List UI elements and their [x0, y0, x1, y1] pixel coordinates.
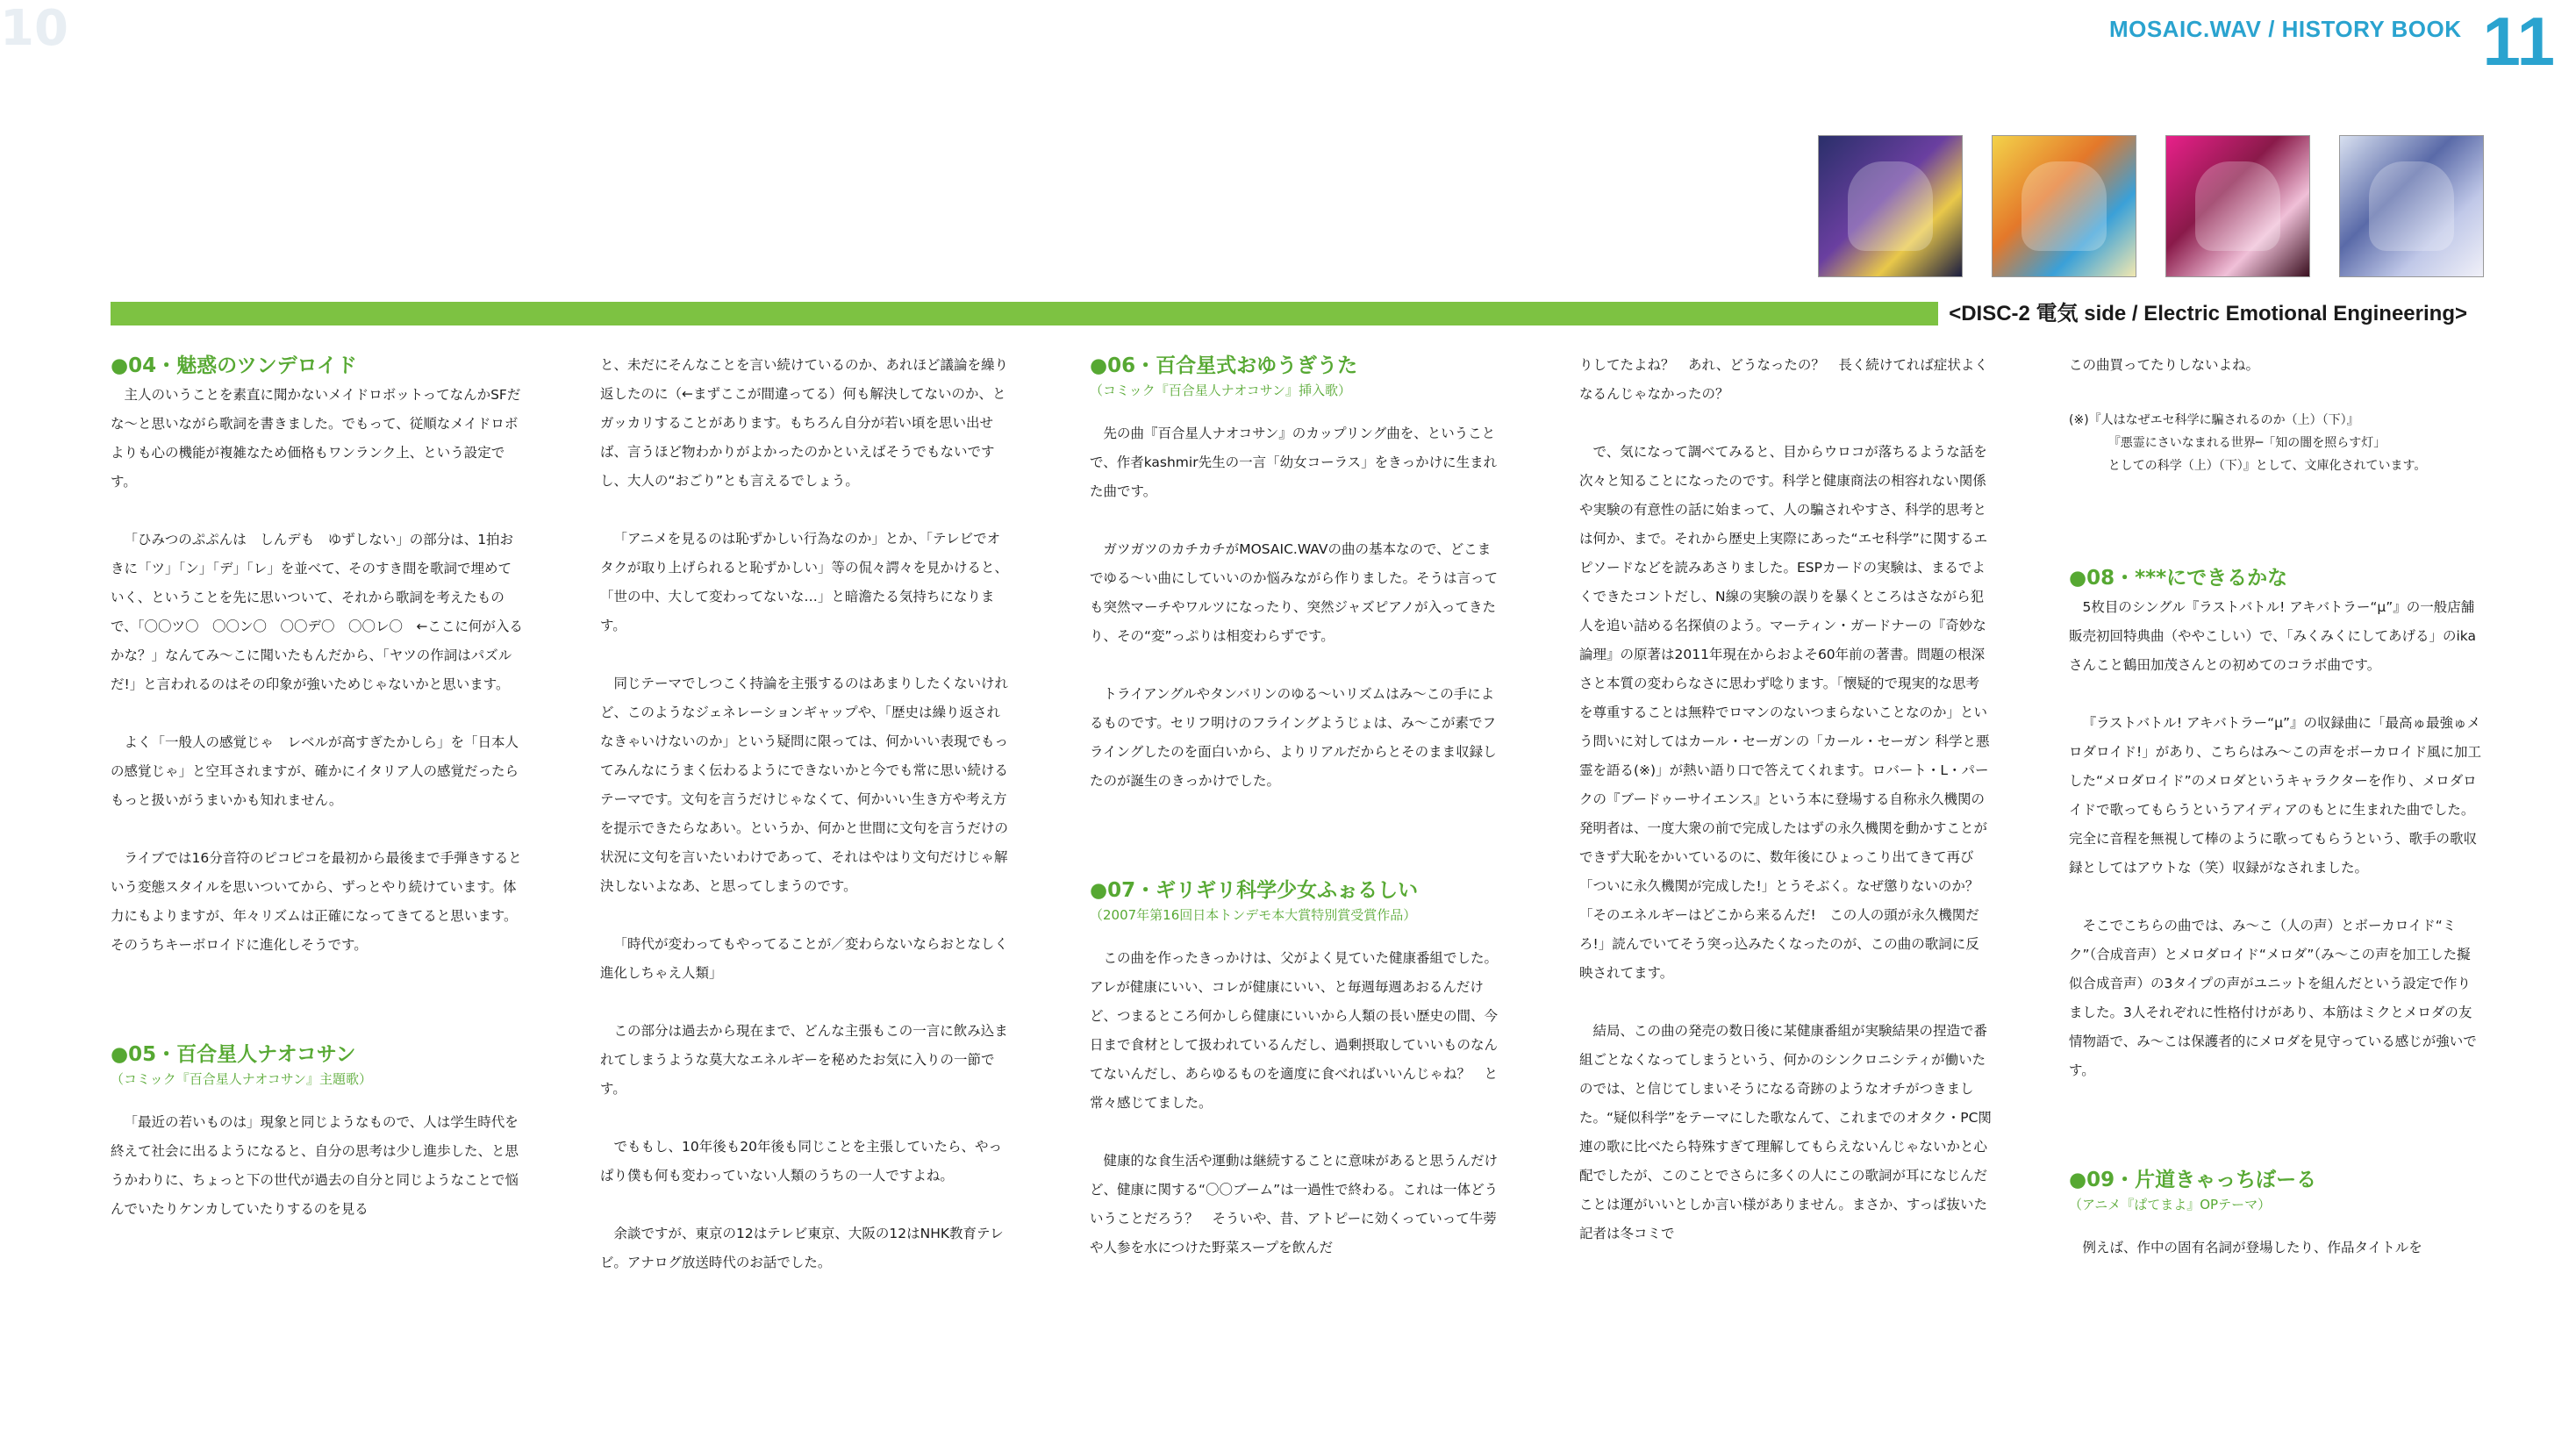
footnote	[2069, 409, 2481, 477]
body-paragraph: 「ひみつのぷぷんは しんデも ゆずしない」の部分は、1拍おきに「ツ」「ン」「デ」「レ」を並べて、そのすき間を歌詞で埋めていく、ということを先に思いついて、それから歌詞を考えたもので、「〇〇ツ〇 〇〇ン〇 〇〇デ〇 〇〇レ〇 ←ここに何が入るかな？」なんてみ〜こに聞いたもんだから、「ヤツの作詞はパズルだ!」と言われるのはその印象が強いためじゃないかと思います。	[111, 532, 523, 692]
section-title: ●08・***にできるかな	[2069, 567, 2288, 590]
section-spacer	[111, 989, 523, 1040]
body-paragraph: 『ラストバトル! アキバトラー“μ”』の収録曲に「最高ゅ最強ゅメロダロイド!」があり、こちらはみ〜この声をボーカロイド風に加工した“メロダロイド”のメロダというキャラクターを作り、メロダロイドで歌ってもらうというアイディアのもとに生まれた曲でした。完全に音程を無視して棒のように歌ってもらうという、歌手の歌収録としてはアウトな（笑）収録がなされました。	[2069, 715, 2481, 876]
section-subtitle: （2007年第16回日本トンデモ本大賞特別賞受賞作品）	[1090, 907, 1417, 923]
book-title: MOSAIC.WAV / HISTORY BOOK	[2108, 16, 2462, 42]
section-spacer	[1090, 825, 1502, 876]
body-paragraph: 同じテーマでしつこく持論を主張するのはあまりしたくないけれど、このようなジェネレーションギャップや、「歴史は繰り返されなきゃいけないのか」という疑問に限っては、何かいい表現でもってみんなにうまく伝わるようにできないかと今でも常に思い続けるテーマです。文句を言うだけじゃなくて、何かいい生き方や考え方を提示できたらなあい。というか、何かと世間に文句を言うだけの状況に文句を言いたいわけであって、それはやはり文句だけじゃ解決しないよなあ、と思ってしまうのです。	[600, 676, 1009, 894]
section-subtitle: （コミック『百合星人ナオコサン』主題歌）	[111, 1071, 373, 1087]
footnote-line: (※)『人はなぜエセ科学に騙されるのか（上）（下）』	[2069, 413, 2359, 427]
body-paragraph: この曲を作ったきっかけは、父がよく見ていた健康番組でした。アレが健康にいい、コレが健康にいい、と毎週毎週あおるんだけど、つまるところ何かしら健康にいいから人類の長い歴史の間、今日まで食材として扱われているんだし、過剰摂取していいものなんてないんだし、あらゆるものを適度に食べればいいんじゃね？ と常々感じてました。	[1090, 950, 1499, 1111]
text-column-5	[2069, 351, 2481, 1291]
album-covers	[1818, 135, 2484, 277]
text-column-2	[600, 351, 1013, 1306]
album-cover-3	[2165, 135, 2310, 277]
section-subtitle: （アニメ『ぱてまよ』OPテーマ）	[2069, 1197, 2272, 1212]
body-paragraph: でももし、10年後も20年後も同じことを主張していたら、やっぱり僕も何も変わっていない人類のうちの一人ですよね。	[600, 1139, 1002, 1184]
body-paragraph: 結局、この曲の発売の数日後に某健康番組が実験結果の捏造で番組ごとなくなってしまうという、何かのシンクロニシティが働いたのでは、と信じてしまいそうになる奇跡のようなオチがつきました。“疑似科学”をテーマにした歌なんて、これまでのオタク・PC関連の歌に比べたら特殊すぎて理解してもらえないんじゃないかと心配でしたが、このことでさらに多くの人にこの歌詞が耳になじんだことは運がいいとしか言い様がありません。まさか、すっぱ抜いた記者は冬コミで	[1579, 1023, 1992, 1241]
body-paragraph: 主人のいうことを素直に聞かないメイドロボットってなんかSFだな〜と思いながら歌詞を書きました。でもって、従順なメイドロボよりも心の機能が複雑なため価格もワンランク上、という設定です。	[111, 387, 521, 490]
body-paragraph: トライアングルやタンバリンのゆる〜いリズムはみ〜この手によるものです。セリフ明けのフライングようじょは、み〜こが素でフライングしたのを面白いから、よりリアルだからとそのまま収録したのが誕生のきっかけでした。	[1090, 686, 1497, 789]
page-header	[2108, 3, 2555, 80]
body-paragraph: 「最近の若いものは」現象と同じようなもので、人は学生時代を終えて社会に出るようになると、自分の思考は少し進歩した、と思うかわりに、ちょっと下の世代が過去の自分と同じようなことで悩んでいたりケンカしていたりするのを見る	[111, 1114, 519, 1217]
text-column-3	[1090, 351, 1502, 1291]
page-number: 11	[2482, 3, 2555, 80]
section-spacer	[2069, 1114, 2481, 1165]
body-paragraph: 例えば、作中の固有名詞が登場したり、作品タイトルを	[2082, 1240, 2422, 1255]
disc-header-bar	[111, 302, 2478, 325]
album-cover-1	[1818, 135, 1963, 277]
body-paragraph: 健康的な食生活や運動は継続することに意味があると思うんだけど、健康に関する“〇〇ブーム”は一過性で終わる。これは一体どういうことだろう？ そういや、昔、アトピーに効くっていって牛蒡や人参を水につけた野菜スープを飲んだ	[1090, 1153, 1499, 1255]
body-paragraph: そこでこちらの曲では、み〜こ（人の声）とボーカロイド“ミク”（合成音声）とメロダロイド“メロダ”（み〜この声を加工した擬似合成音声）の3タイプの声がユニットを組んだという設定で作りました。3人それぞれに性格付けがあり、本筋はミクとメロダの友情物語で、み〜こは保護者的にメロダを見守っている感じが強いです。	[2069, 918, 2477, 1078]
body-paragraph: 「時代が変わってもやってることが／変わらないならおとなしく進化しちゃえ人類」	[600, 936, 1008, 981]
footnote-line: としての科学（上）（下）』として、文庫化されています。	[2107, 459, 2427, 473]
disc-title: <DISC-2 電気 side / Electric Emotional Engineering>	[1938, 302, 2478, 325]
body-paragraph: ライブでは16分音符のピコピコを最初から最後まで手弾きするという変態スタイルを思いついてから、ずっとやり続けています。体力にもよりますが、年々リズムは正確になってきてると思います。そのうちキーボロイドに進化しそうです。	[111, 850, 522, 953]
body-paragraph: ガツガツのカチカチがMOSAIC.WAVの曲の基本なので、どこまでゆる〜い曲にしていいのか悩みながら作りました。そうは言っても突然マーチやワルツになったり、突然ジャズピアノが入ってきたり、その“変”っぷりは相変わらずです。	[1090, 541, 1499, 644]
text-column-1	[111, 351, 523, 1253]
body-paragraph: この部分は過去から現在まで、どんな主張もこの一言に飲み込まれてしまうような莫大なエネルギーを秘めたお気に入りの一節です。	[600, 1023, 1008, 1097]
body-paragraph: 余談ですが、東京の12はテレビ東京、大阪の12はNHK教育テレビ。アナログ放送時代のお話でした。	[600, 1226, 1004, 1270]
footnote-line: 『悪霊にさいなまれる世界─「知の闇を照らす灯」	[2107, 436, 2386, 450]
body-paragraph: よく「一般人の感覚じゃ レベルが高すぎたかしら」を「日本人の感覚じゃ」と空耳されますが、確かにイタリア人の感覚だったらもっと扱いがうまいかも知れません。	[111, 734, 519, 808]
section-spacer	[2069, 512, 2481, 563]
body-paragraph: 「アニメを見るのは恥ずかしい行為なのか」とか、「テレビでオタクが取り上げられると恥ずかしい」等の侃々諤々を見かけると、「世の中、大して変わってないな…」と暗澹たる気持ちになります。	[600, 531, 1009, 633]
album-cover-4	[2339, 135, 2484, 277]
body-paragraph: 先の曲『百合星人ナオコサン』のカップリング曲を、ということで、作者kashmir先生の一言「幼女コーラス」をきっかけに生まれた曲です。	[1090, 426, 1498, 499]
section-subtitle: （コミック『百合星人ナオコサン』挿入歌）	[1090, 383, 1352, 398]
section-title: ●06・百合星式おゆうぎうた	[1090, 354, 1358, 377]
previous-page-number-ghost: 10	[0, 0, 68, 57]
body-paragraph: この曲買ってたりしないよね。	[2069, 357, 2260, 373]
body-paragraph: と、未だにそんなことを言い続けているのか、あれほど議論を繰り返したのに（←まずここが間違ってる）何も解決してないのか、とガッカリすることがあります。もちろん自分が若い頃を思い出せば、言うほど物わかりがよかったのかといえばそうでもないですし、大人の“おごり”とも言えるでしょう。	[600, 357, 1009, 489]
section-title: ●05・百合星人ナオコサン	[111, 1043, 356, 1066]
section-title: ●04・魅惑のツンデロイド	[111, 354, 357, 377]
body-paragraph: 5枚目のシングル『ラストバトル! アキバトラー“μ”』の一般店舗販売初回特典曲（ややこしい）で、「みくみくにしてあげる」のikaさんこと鶴田加茂さんとの初めてのコラボ曲です。	[2069, 599, 2476, 673]
body-paragraph: で、気になって調べてみると、目からウロコが落ちるような話を次々と知ることになったのです。科学と健康商法の相容れない関係や実験の有意性の話に始まって、人の騙されやすさ、科学的思考とは何か、まで。それから歴史上実際にあった“エセ科学”に関するエピソードなどを読みあさりました。ESPカードの実験は、まるでよくできたコントだし、N線の実験の誤りを暴くところはさながら犯人を追い詰める名探偵のよう。マーティン・ガードナーの『奇妙な論理』の原著は2011年現在からおよそ60年前の著書。問題の根深さと本質の変わらなさに思わず唸ります。「懐疑的で現実的な思考を尊重することは無粋でロマンのないつまらないことなのか」という問いに対してはカール・セーガンの「カール・セーガン 科学と悪霊を語る(※)」が熱い語り口で答えてくれます。ロバート・L・パークの『ブードゥーサイエンス』という本に登場する自称永久機関の発明者は、一度大衆の前で完成したはずの永久機関を動かすことができず大恥をかいているのに、数年後にひょっこり出てきて再び「ついに永久機関が完成した!」とうそぶく。なぜ懲りないのか？ 「そのエネルギーはどこから来るんだ! この人の頭が永久機関だろ!」読んでいてそう突っ込みたくなったのが、この曲の歌詞に反映されてます。	[1579, 444, 1993, 981]
section-title: ●09・片道きゃっちぼーる	[2069, 1169, 2317, 1191]
text-column-4	[1579, 351, 1992, 1277]
body-paragraph: りしてたよね？ あれ、どうなったの？ 長く続けてれば症状よくなるんじゃなかったの？	[1579, 357, 1988, 402]
album-cover-2	[1992, 135, 2136, 277]
section-title: ●07・ギリギリ科学少女ふぉるしい	[1090, 879, 1419, 902]
